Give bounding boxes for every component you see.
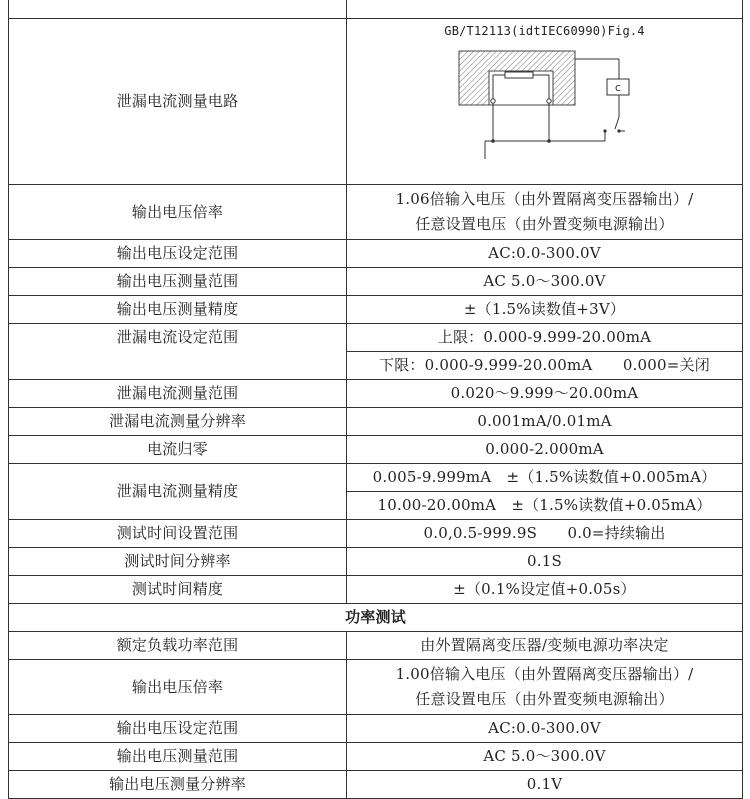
param-label: 输出电压测量分辨率: [9, 771, 347, 799]
param-value: 0.020～9.999～20.00mA: [347, 380, 743, 408]
value-line: 任意设置电压（由外置变频电源输出）: [415, 690, 674, 708]
section-header-row: [9, 604, 743, 632]
value-line: 任意设置电压（由外置变频电源输出）: [415, 215, 674, 233]
param-value: 0.001mA/0.01mA: [347, 408, 743, 436]
meter-label: C: [614, 84, 621, 93]
param-value: 0.000-2.000mA: [347, 436, 743, 464]
param-value: AC:0.0-300.0V: [347, 715, 743, 743]
table-row: [9, 324, 743, 352]
param-value: 0.0,0.5-999.9S 0.0=持续输出: [347, 520, 743, 548]
param-label: 泄漏电流测量精度: [9, 464, 347, 520]
param-value: AC 5.0～300.0V: [347, 268, 743, 296]
table-row: [9, 408, 743, 436]
table-row: [9, 380, 743, 408]
table-row: [9, 715, 743, 743]
value-line: 1.00倍输入电压（由外置隔离变压器输出）/: [395, 665, 694, 683]
table-row: [9, 268, 743, 296]
param-label: 输出电压设定范围: [9, 715, 347, 743]
param-label: 输出电压测量精度: [9, 296, 347, 324]
param-value-range1: 0.005-9.999mA ±（1.5%读数值+0.005mA）: [347, 464, 743, 492]
param-label: 泄漏电流设定范围: [9, 324, 347, 380]
section-title: 功率测试: [9, 604, 743, 632]
value-cell: [347, 0, 743, 19]
circuit-figure-cell: [347, 19, 743, 185]
param-value: [347, 185, 743, 240]
param-value: AC 5.0～300.0V: [347, 743, 743, 771]
param-label: 测试时间精度: [9, 576, 347, 604]
param-value-lower: 下限：0.000-9.999-20.00mA 0.000=关闭: [347, 352, 743, 380]
param-value: [347, 660, 743, 715]
param-value: 由外置隔离变压器/变频电源功率决定: [347, 632, 743, 660]
table-row: [9, 464, 743, 492]
param-label: 电流归零: [9, 436, 347, 464]
param-value: 0.1S: [347, 548, 743, 576]
table-row: [9, 743, 743, 771]
table-row: [9, 771, 743, 799]
table-row: [9, 240, 743, 268]
param-label: 额定负载功率范围: [9, 632, 347, 660]
param-value: ±（0.1%设定值+0.05s）: [347, 576, 743, 604]
param-label: 测试时间分辨率: [9, 548, 347, 576]
param-label: 输出电压倍率: [9, 660, 347, 715]
table-row: [9, 632, 743, 660]
param-label: 泄漏电流测量分辨率: [9, 408, 347, 436]
figure-caption: GB/T12113(idtIEC60990)Fig.4: [444, 24, 645, 38]
table-row-circuit: [9, 19, 743, 185]
table-row: [9, 296, 743, 324]
param-value-upper: 上限：0.000-9.999-20.00mA: [347, 324, 743, 352]
param-label: 输出电压设定范围: [9, 240, 347, 268]
param-cell: [9, 0, 347, 19]
param-label: 泄漏电流测量范围: [9, 380, 347, 408]
value-line: 1.06倍输入电压（由外置隔离变压器输出）/: [395, 190, 694, 208]
param-label: 输出电压倍率: [9, 185, 347, 240]
table-row: [9, 660, 743, 715]
param-label: 输出电压测量范围: [9, 268, 347, 296]
param-value: ±（1.5%读数值+3V）: [347, 296, 743, 324]
spec-table: [8, 0, 743, 799]
table-row: [9, 436, 743, 464]
table-row: [9, 185, 743, 240]
param-label: 泄漏电流测量电路: [9, 19, 347, 185]
table-row-top: [9, 0, 743, 19]
param-label: 测试时间设置范围: [9, 520, 347, 548]
param-value: AC:0.0-300.0V: [347, 240, 743, 268]
param-value: 0.1V: [347, 771, 743, 799]
param-label: 输出电压测量范围: [9, 743, 347, 771]
leakage-circuit-diagram: [455, 47, 635, 163]
table-row: [9, 520, 743, 548]
resistor-element: [505, 72, 533, 78]
table-row: [9, 576, 743, 604]
table-row: [9, 548, 743, 576]
param-value-range2: 10.00-20.00mA ±（1.5%读数值+0.05mA）: [347, 492, 743, 520]
